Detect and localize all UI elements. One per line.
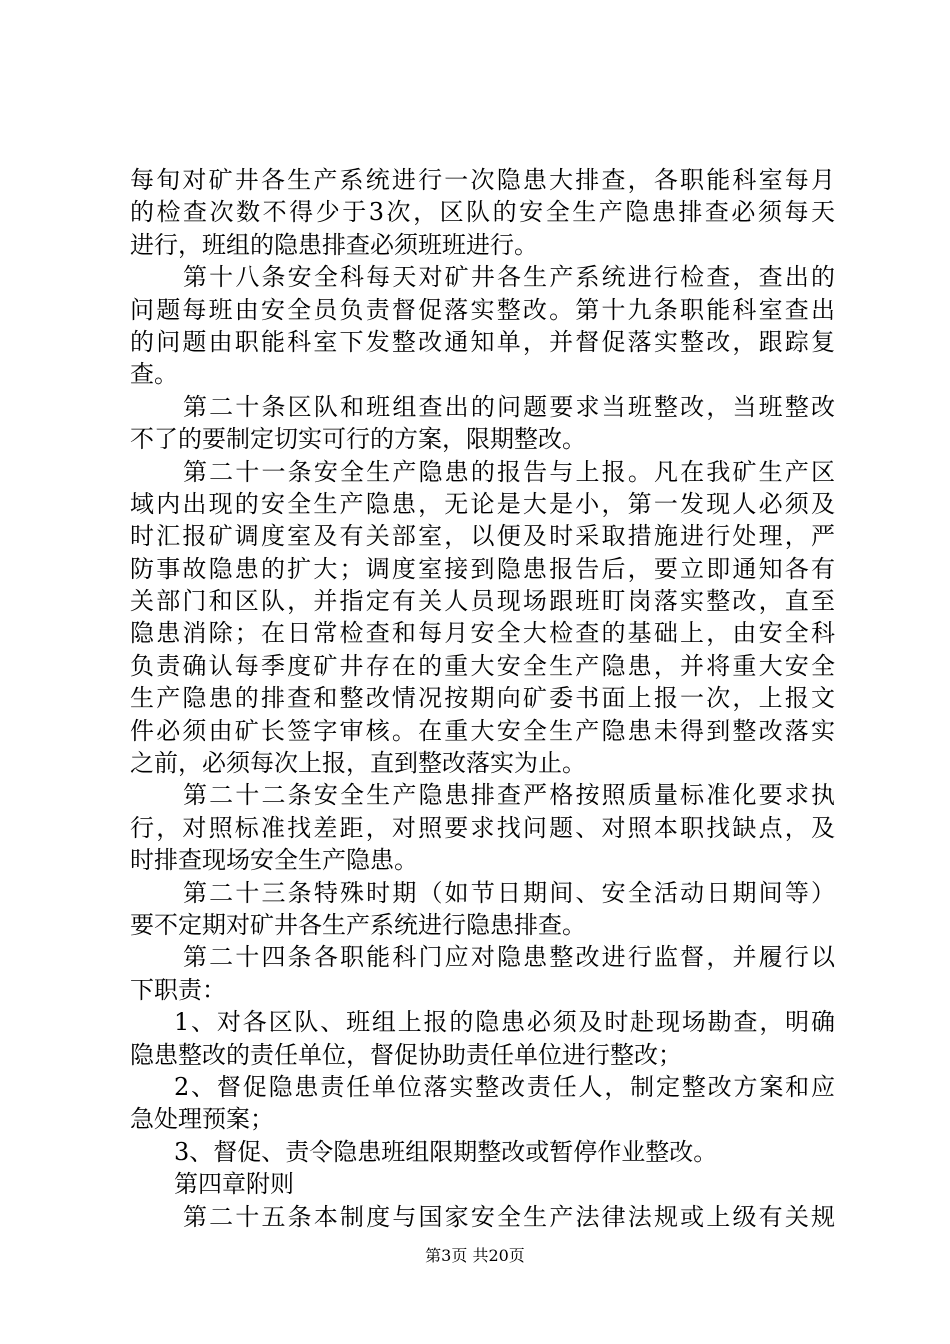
text-line: 第二十四条各职能科门应对隐患整改进行监督，并履行以 (183, 943, 835, 972)
text-line: 行，对照标准找差距，对照要求找问题、对照本职找缺点，及 (130, 813, 835, 842)
text-line: 生产隐患的排查和整改情况按期向矿委书面上报一次，上报文 (130, 684, 835, 713)
text-line: 负责确认每季度矿井存在的重大安全生产隐患，并将重大安全 (130, 651, 835, 680)
text-line: 之前，必须每次上报，直到整改落实为止。 (130, 749, 586, 778)
text-line: 2、督促隐患责任单位落实整改责任人，制定整改方案和应 (174, 1072, 835, 1101)
text-line: 隐患整改的责任单位，督促协助责任单位进行整改； (130, 1040, 682, 1069)
text-line: 不了的要制定切实可行的方案，限期整改。 (130, 425, 586, 454)
text-line: 3、督促、责令隐患班组限期整改或暂停作业整改。 (174, 1137, 718, 1166)
text-line: 要不定期对矿井各生产系统进行隐患排查。 (130, 910, 586, 939)
document-body (130, 164, 835, 1233)
text-line: 进行，班组的隐患排查必须班班进行。 (130, 230, 538, 259)
text-line: 第二十一条安全生产隐患的报告与上报。凡在我矿生产区 (183, 457, 835, 486)
text-line: 急处理预案； (130, 1105, 274, 1134)
text-line: 的问题由职能科室下发整改通知单，并督促落实整改，跟踪复 (130, 327, 835, 356)
text-line: 第二十二条安全生产隐患排查严格按照质量标准化要求执 (183, 781, 835, 810)
text-line: 时排查现场安全生产隐患。 (130, 846, 418, 875)
text-line: 时汇报矿调度室及有关部室，以便及时采取措施进行处理，严 (130, 522, 835, 551)
text-line: 的检查次数不得少于3次，区队的安全生产隐患排查必须每天 (130, 198, 835, 227)
text-line: 隐患消除；在日常检查和每月安全大检查的基础上，由安全科 (130, 619, 835, 648)
text-line: 查。 (130, 360, 178, 389)
text-line: 防事故隐患的扩大；调度室接到隐患报告后，要立即通知各有 (130, 554, 835, 583)
text-line: 下职责： (130, 975, 226, 1004)
text-line: 第二十三条特殊时期（如节日期间、安全活动日期间等） (183, 878, 835, 907)
text-line: 域内出现的安全生产隐患，无论是大是小，第一发现人必须及 (130, 489, 835, 518)
text-line: 第二十五条本制度与国家安全生产法律法规或上级有关规 (183, 1202, 835, 1231)
page-number-footer: 第3页 共20页 (425, 1246, 525, 1265)
text-line: 第十八条安全科每天对矿井各生产系统进行检查，查出的 (183, 263, 835, 292)
text-line: 关部门和区队，并指定有关人员现场跟班盯岗落实整改，直至 (130, 587, 835, 616)
text-line: 第二十条区队和班组查出的问题要求当班整改，当班整改 (183, 392, 835, 421)
text-line: 第四章附则 (174, 1170, 294, 1199)
text-line: 件必须由矿长签字审核。在重大安全生产隐患未得到整改落实 (130, 716, 835, 745)
text-line: 每旬对矿井各生产系统进行一次隐患大排查，各职能科室每月 (130, 166, 835, 194)
text-line: 问题每班由安全员负责督促落实整改。第十九条职能科室查出 (130, 295, 835, 324)
text-line: 1、对各区队、班组上报的隐患必须及时赴现场勘查，明确 (174, 1008, 835, 1037)
